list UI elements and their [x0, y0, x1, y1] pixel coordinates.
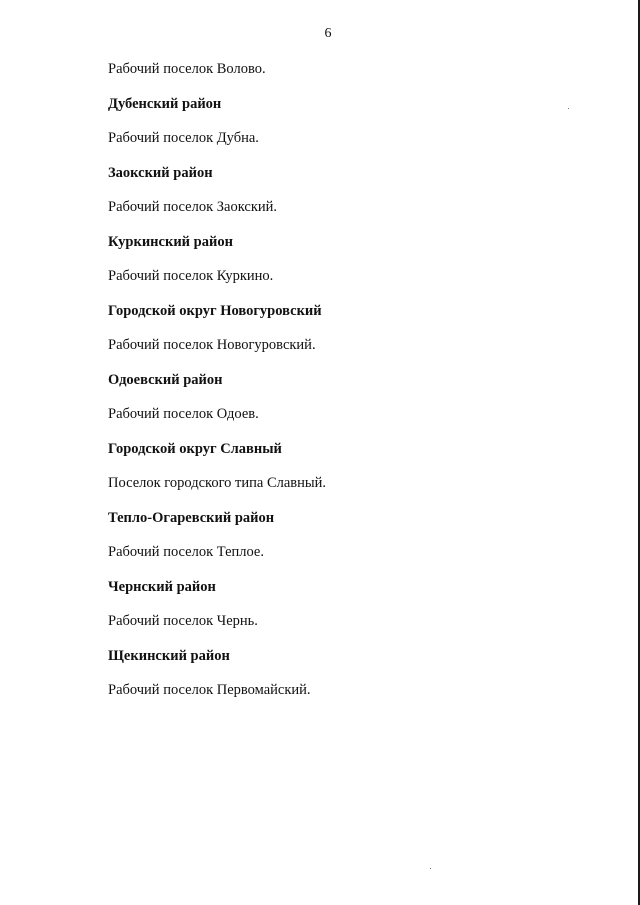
scan-speck: [568, 108, 569, 109]
settlement-line: Рабочий поселок Чернь.: [108, 613, 258, 629]
district-heading: Городской округ Новогуровский: [108, 302, 322, 319]
settlement-line: Рабочий поселок Одоев.: [108, 406, 259, 422]
document-body: [108, 58, 588, 714]
district-heading: Заокский район: [108, 164, 213, 181]
settlement-line: Рабочий поселок Заокский.: [108, 199, 278, 215]
district-heading: Щекинский район: [108, 647, 230, 664]
settlement-line: Рабочий поселок Первомайский.: [108, 682, 311, 698]
district-heading: Одоевский район: [108, 371, 223, 388]
page-number: 6: [324, 26, 332, 41]
settlement-line: Рабочий поселок Куркино.: [108, 268, 274, 284]
settlement-line: Рабочий поселок Новогуровский.: [108, 337, 316, 353]
settlement-line: Рабочий поселок Дубна.: [108, 130, 259, 146]
district-heading: Дубенский район: [108, 95, 222, 112]
district-heading: Куркинский район: [108, 233, 233, 250]
scan-speck: [430, 868, 431, 869]
district-heading: Городской округ Славный: [108, 440, 282, 457]
settlement-line: Поселок городского типа Славный.: [108, 475, 327, 491]
settlement-line: Рабочий поселок Волово.: [108, 61, 266, 77]
district-heading: Чернский район: [108, 578, 216, 595]
district-heading: Тепло-Огаревский район: [108, 509, 275, 526]
settlement-line: Рабочий поселок Теплое.: [108, 544, 264, 560]
